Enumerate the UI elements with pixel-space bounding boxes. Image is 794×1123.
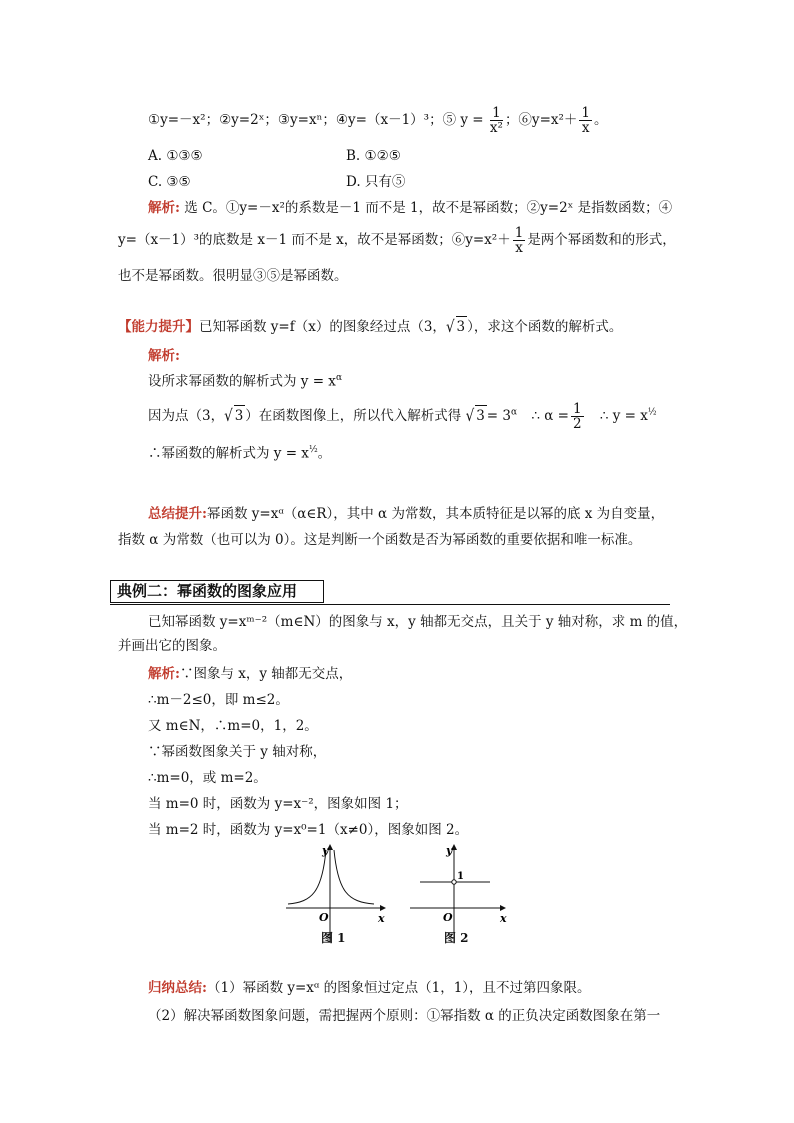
ability-line1: 设所求幂函数的解析式为 $y = x^\alpha$: [148, 373, 343, 390]
step-line2: ∴m－2≤0，即 m≤2。: [148, 692, 289, 708]
induction-line1: 归纳总结:（1）幂函数 y=xᵅ 的图象恒过定点（1，1），且不过第四象限。: [148, 980, 591, 996]
summary-line2: 指数 α 为常数（也可以为 0）。这是判断一个函数是否为幂函数的重要依据和唯一标准。: [118, 532, 642, 548]
fig2-caption: 图 2: [444, 931, 469, 945]
step-line5: ∴m=0，或 m=2。: [148, 770, 267, 786]
fraction: $\frac{1}{x}$: [514, 225, 524, 256]
choice-a: A. ①③⑤: [148, 148, 203, 164]
q1-analysis-line2: y=（x－1）³的底数是 x－1 而不是 x，故不是幂函数；⑥y=x²＋ $\frac{1}{x}$ 是两个幂函数和的形式，: [118, 225, 676, 256]
axis-y-label: y: [322, 844, 329, 857]
summary-label: 总结提升:: [148, 506, 207, 522]
origin-label: O: [443, 911, 453, 924]
ability-line3: ∴幂函数的解析式为 $y = x^{\frac{1}{2}}$。: [148, 445, 332, 462]
y-one-label: 1: [457, 871, 464, 882]
step-line1: 解析:∵图象与 x，y 轴都无交点，: [148, 666, 353, 682]
q1-analysis-line3: 也不是幂函数。很明显③⑤是幂函数。: [118, 268, 348, 284]
problem-line2: 并画出它的图象。: [118, 638, 226, 654]
summary-line1: 总结提升:幂函数 y=xᵅ（α∈R），其中 α 为常数，其本质特征是以幂的底 x 为自变量，: [148, 506, 665, 522]
induction-label: 归纳总结:: [148, 980, 207, 996]
ability-label: 【能力提升】: [118, 319, 199, 335]
step-line3: 又 m∈N，∴m=0，1，2。: [148, 718, 318, 734]
fraction: $\frac{1}{\text{x²}}$: [489, 105, 503, 136]
q1-analysis-line1: 解析: 选 C。①y=－x²的系数是－1 而不是 1，故不是幂函数；②y=2ˣ 是指数函数；④: [148, 200, 673, 216]
divider: [110, 604, 670, 605]
choice-d: D. 只有⑤: [346, 174, 406, 190]
axis-x-label: x: [500, 912, 507, 925]
fraction: $\frac{1}{x}$: [581, 105, 590, 136]
step-line7: 当 m=2 时，函数为 y=x⁰=1（x≠0），图象如图 2。: [148, 822, 469, 838]
q1-options-line: ①y=－x²；②y=2ˣ；③y=xⁿ；④y=（x－1）³；⑤ y = $\frac{1}{\text{x²}}$ ；⑥y=x²＋ $\frac{1}{x}$ 。: [148, 105, 608, 136]
choice-b: B. ①②⑤: [346, 148, 401, 164]
analysis-label: 解析:: [148, 200, 180, 216]
step-line6: 当 m=0 时，函数为 y=x⁻²，图象如图 1；: [148, 796, 408, 812]
ability-line2: 因为点（3，√ 3 ）在函数图像上，所以代入解析式得 √ $3 = 3^\alpha$ ∴ α = $\frac{1}{2}$ ∴ $y = x^{\frac{1}{2}}$: [148, 401, 657, 432]
induction-line2: （2）解决幂函数图象问题，需把握两个原则：①幂指数 α 的正负决定函数图象在第一: [148, 1008, 661, 1024]
origin-label: O: [319, 911, 329, 924]
problem-line1: 已知幂函数 y=xᵐ⁻²（m∈N）的图象与 x，y 轴都无交点，且关于 y 轴对称，求 m 的值，: [148, 614, 688, 630]
ability-question: 【能力提升】已知幂函数 y=f（x）的图象经过点（3，√ 3 ），求这个函数的解析式。: [118, 317, 623, 337]
step-line4: ∵幂函数图象关于 y 轴对称，: [148, 744, 327, 760]
ability-analysis-label: 解析:: [148, 348, 180, 364]
fig1-caption: 图 1: [321, 931, 346, 945]
fraction: $\frac{1}{2}$: [572, 401, 582, 432]
choice-c: C. ③⑤: [148, 174, 191, 190]
axis-x-label: x: [378, 912, 385, 925]
axis-y-label: y: [446, 844, 453, 857]
analysis-label: 解析:: [148, 666, 180, 682]
section-title: 典例二：幂函数的图象应用: [110, 580, 324, 603]
